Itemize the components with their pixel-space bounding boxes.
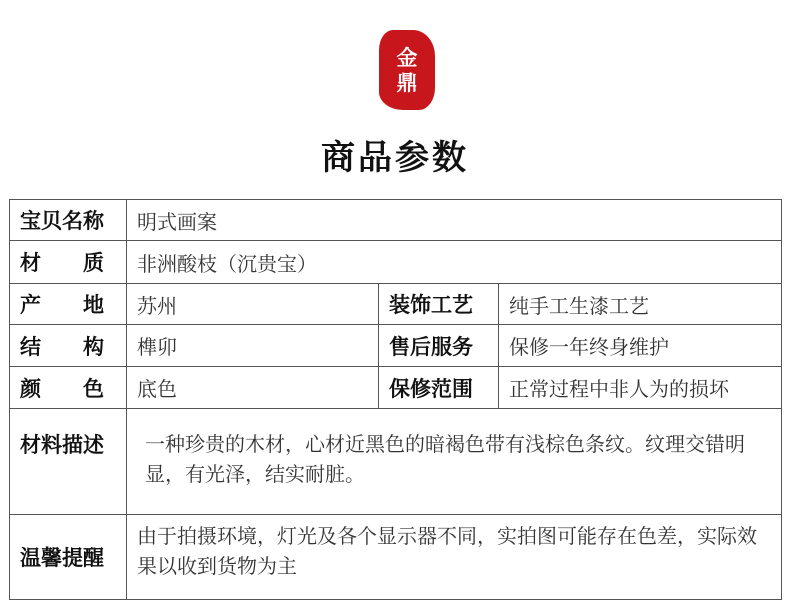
table-row (10, 367, 782, 409)
label-name: 宝贝名称 (10, 200, 127, 241)
label-origin: 产 地 (10, 284, 127, 325)
label-craft: 装饰工艺 (379, 284, 499, 325)
value-craft: 纯手工生漆工艺 (499, 284, 782, 325)
seal-char-2: 鼎 (396, 70, 418, 95)
label-structure: 结 构 (10, 325, 127, 367)
label-warranty: 保修范围 (379, 367, 499, 409)
product-params-table (9, 199, 782, 600)
brand-seal-stamp (379, 30, 435, 110)
label-description: 材料描述 (10, 409, 127, 515)
page-title: 商品参数 (321, 138, 469, 178)
value-description: 一种珍贵的木材，心材近黑色的暗褐色带有浅棕色条纹。纹理交错明显，有光泽，结实耐脏。 (127, 409, 782, 515)
value-structure: 榫卯 (127, 325, 379, 367)
table-row (10, 325, 782, 367)
value-color: 底色 (127, 367, 379, 409)
table-row (10, 241, 782, 284)
table-row (10, 200, 782, 241)
value-name: 明式画案 (127, 200, 782, 241)
value-aftersale: 保修一年终身维护 (499, 325, 782, 367)
value-warranty: 正常过程中非人为的损坏 (499, 367, 782, 409)
table-row (10, 284, 782, 325)
label-color: 颜 色 (10, 367, 127, 409)
label-aftersale: 售后服务 (379, 325, 499, 367)
value-material: 非洲酸枝（沉贵宝） (127, 241, 782, 284)
value-notice: 由于拍摄环境，灯光及各个显示器不同，实拍图可能存在色差，实际效果以收到货物为主 (127, 515, 782, 600)
label-material: 材 质 (10, 241, 127, 284)
value-origin: 苏州 (127, 284, 379, 325)
seal-char-1: 金 (396, 45, 418, 70)
table-row (10, 515, 782, 600)
table-row (10, 409, 782, 515)
label-notice: 温馨提醒 (10, 515, 127, 600)
